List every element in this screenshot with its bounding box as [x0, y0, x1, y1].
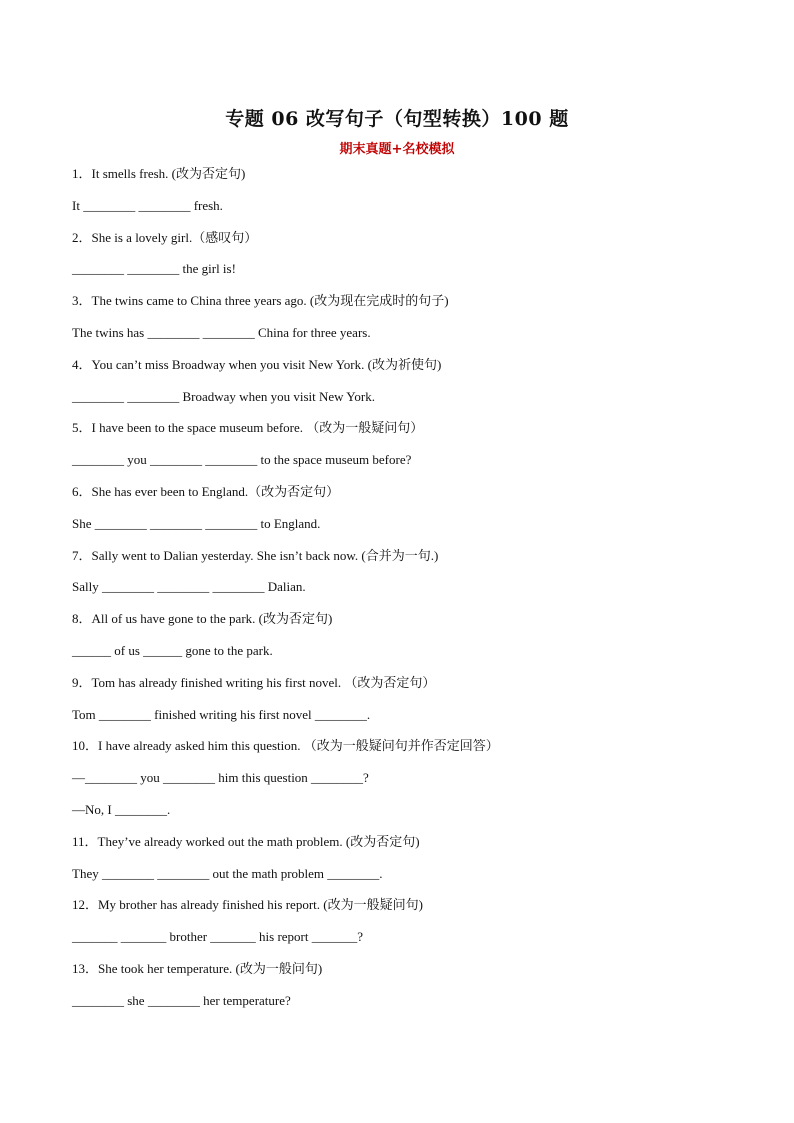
question-answer-line: —No, I ________.: [72, 801, 171, 817]
question-list: [72, 164, 732, 1023]
question-prompt: 9．Tom has already finished writing his first novel. （改为否定句）: [72, 674, 436, 690]
question-prompt: 2．She is a lovely girl.（感叹句）: [72, 229, 258, 245]
question-answer-line: The twins has ________ ________ China for three years.: [72, 324, 371, 340]
question-prompt: 6．She has ever been to England.（改为否定句）: [72, 483, 340, 499]
question-prompt: 3．The twins came to China three years ago. (改为现在完成时的句子): [72, 293, 449, 309]
question-answer-line: They ________ ________ out the math problem ________.: [72, 865, 383, 881]
question-prompt: 1．It smells fresh. (改为否定句): [72, 166, 246, 181]
question-prompt: 5．I have been to the space museum before. （改为一般疑问句）: [72, 420, 424, 436]
question-answer-line: ________ ________ Broadway when you visit New York.: [72, 388, 375, 404]
question-prompt: 7．Sally went to Dalian yesterday. She isn’t back now. (合并为一句.): [72, 547, 439, 563]
question-answer-line: ________ ________ the girl is!: [72, 261, 236, 277]
question-prompt: 13．She took her temperature. (改为一般问句): [72, 960, 323, 976]
question-answer-line: It ________ ________ fresh.: [72, 197, 223, 213]
question-answer-line: ________ she ________ her temperature?: [72, 992, 291, 1008]
page-title: 专题 06 改写句子（句型转换）100 题: [225, 108, 569, 130]
question-prompt: 4．You can’t miss Broadway when you visit New York. (改为祈使句): [72, 356, 442, 372]
question-prompt: 12．My brother has already finished his report. (改为一般疑问句): [72, 897, 423, 913]
question-answer-line: Tom ________ finished writing his first novel ________.: [72, 706, 371, 722]
page-subtitle: 期末真题+名校模拟: [339, 142, 455, 157]
question-prompt: 11．They’ve already worked out the math problem. (改为否定句): [72, 833, 420, 849]
question-answer-line: She ________ ________ ________ to England.: [72, 515, 321, 531]
question-answer-line: ________ you ________ ________ to the space museum before?: [72, 452, 412, 468]
question-answer-line: Sally ________ ________ ________ Dalian.: [72, 579, 306, 595]
question-prompt: 10．I have already asked him this question. （改为一般疑问句并作否定回答）: [72, 738, 499, 754]
question-answer-line: —________ you ________ him this question ________?: [72, 770, 369, 786]
question-answer-line: _______ _______ brother _______ his report _______?: [72, 929, 364, 945]
question-prompt: 8．All of us have gone to the park. (改为否定句): [72, 611, 333, 627]
question-answer-line: ______ of us ______ gone to the park.: [72, 642, 273, 658]
